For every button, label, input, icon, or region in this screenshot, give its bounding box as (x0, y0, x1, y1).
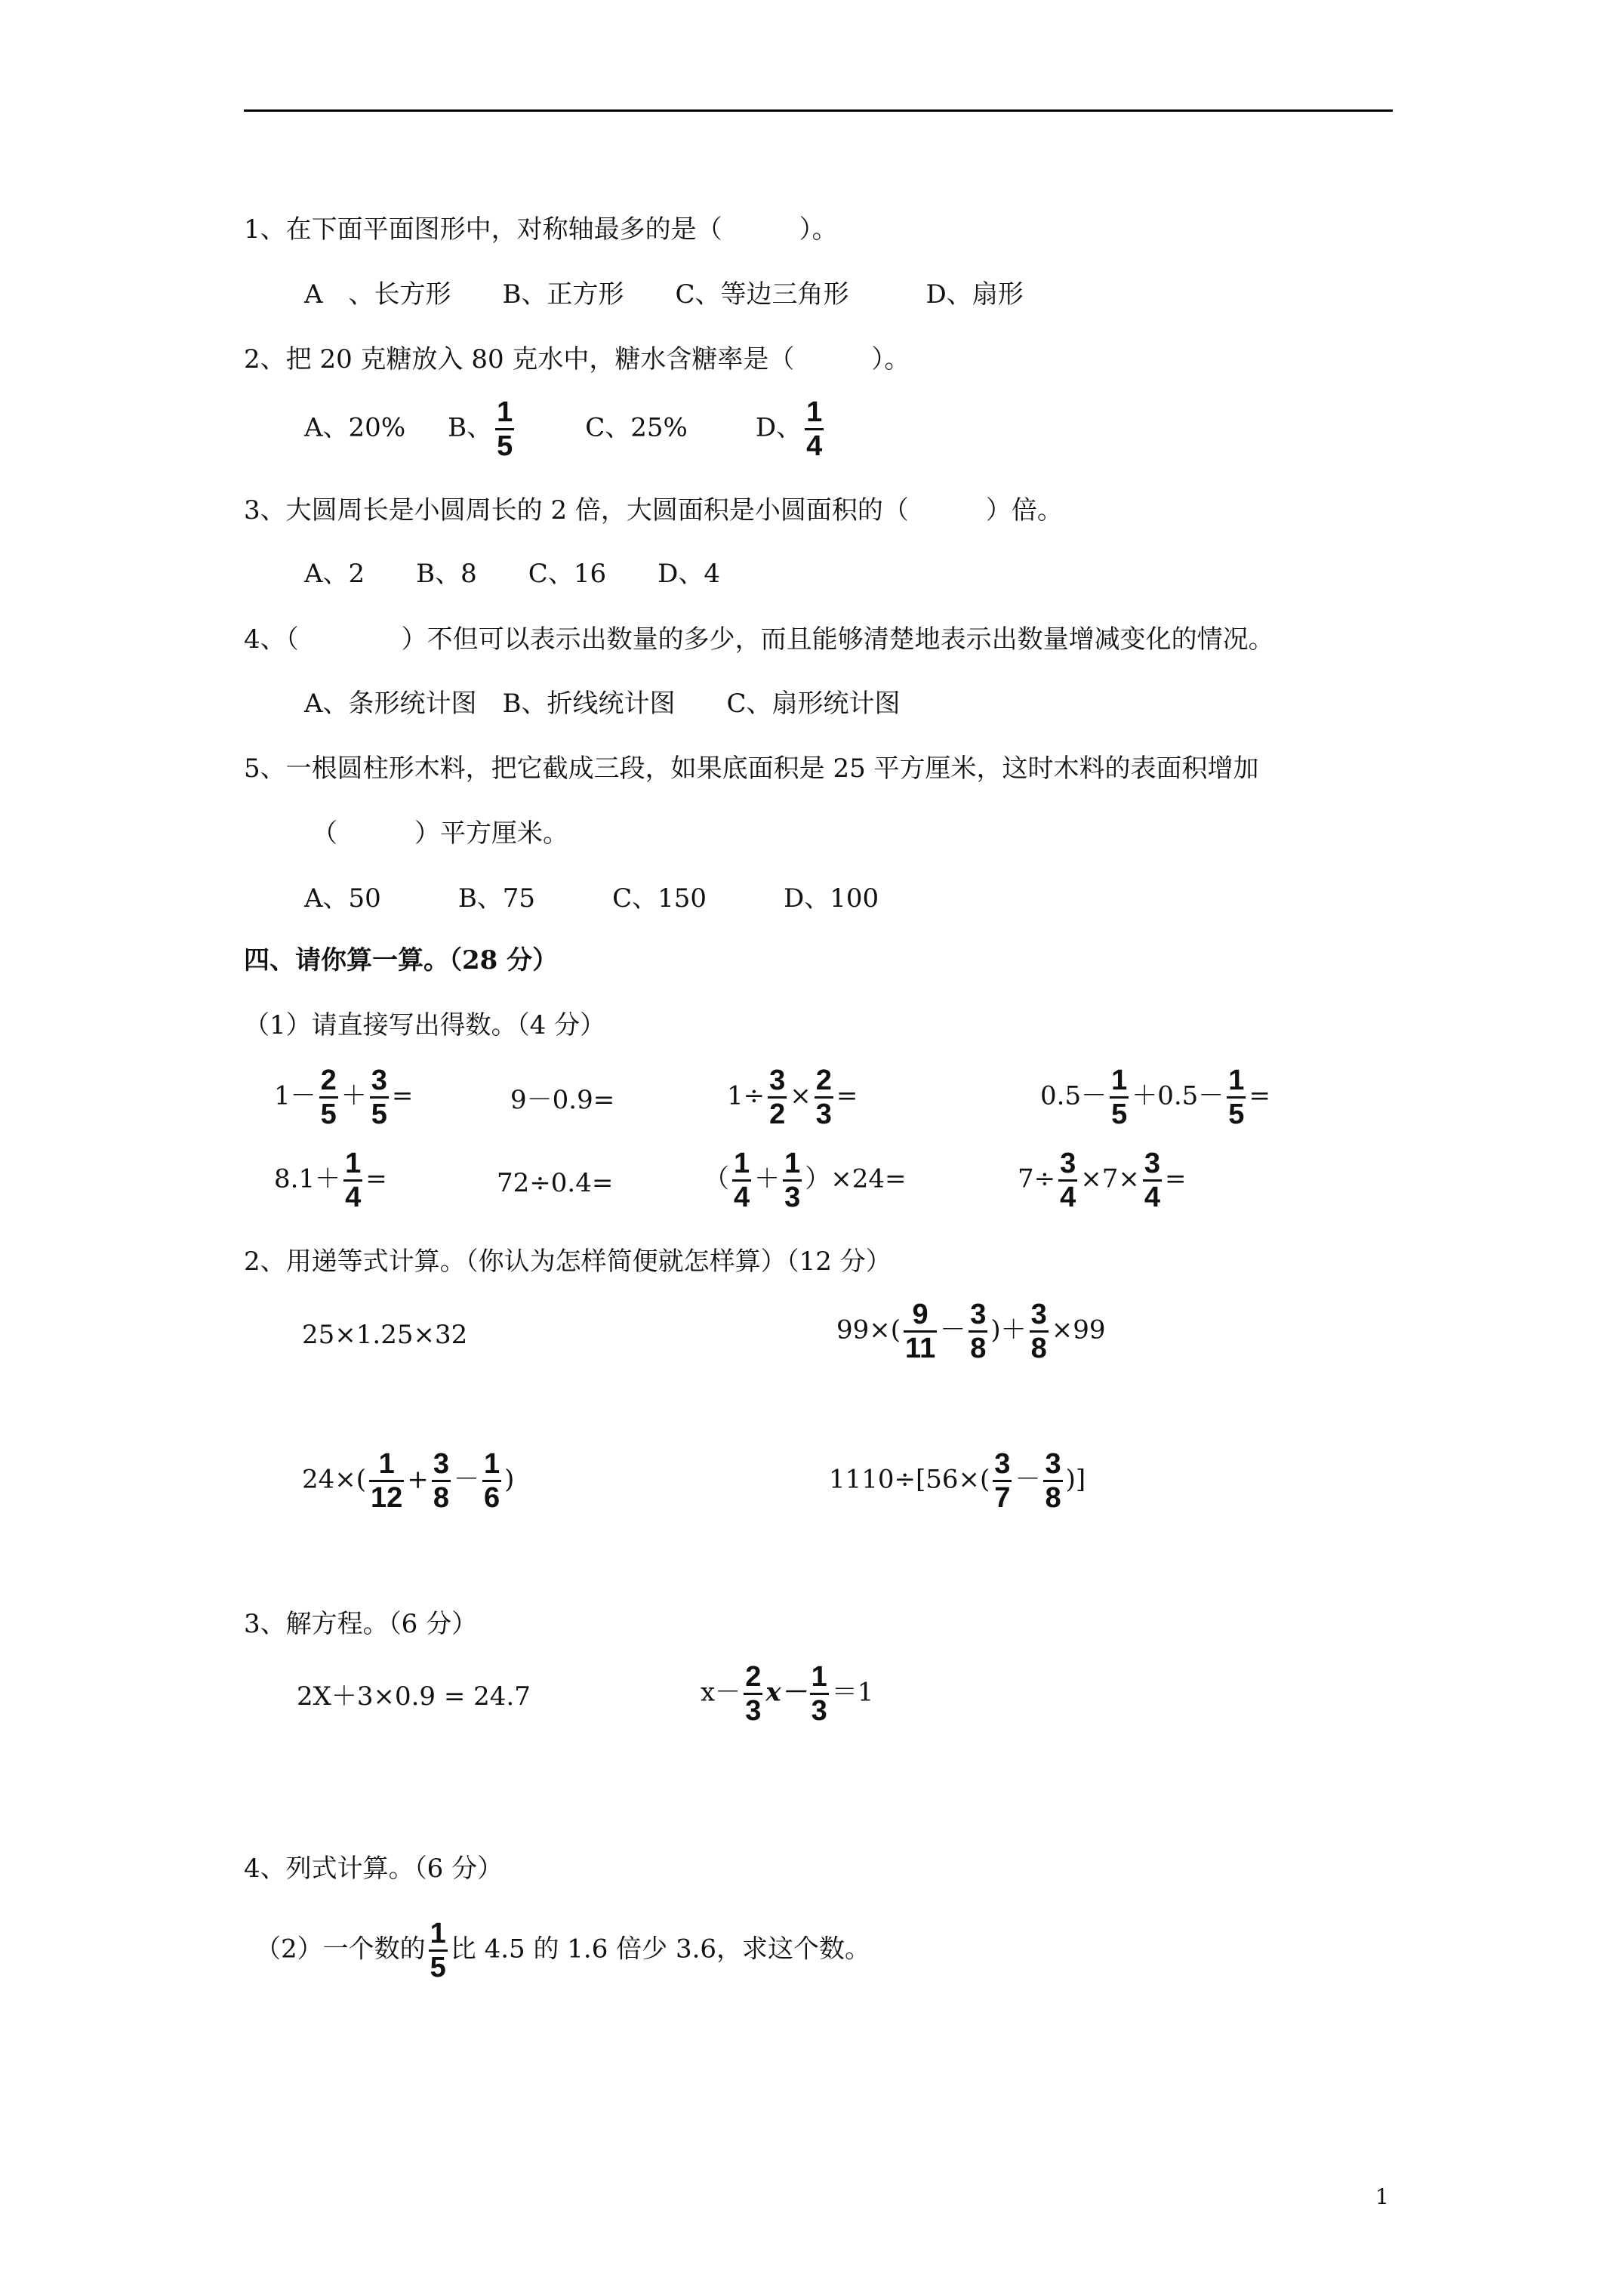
q2-option-b: B、 (448, 412, 493, 443)
fraction: $\frac{3}{4}$ (1144, 1148, 1161, 1213)
q2-stem: 2、把 20 克糖放入 80 克水中，糖水含糖率是（ ）。 (244, 344, 910, 374)
fraction: $\frac{2}{3}$ (815, 1065, 832, 1130)
fraction: $\frac{9}{11}$ (905, 1299, 936, 1364)
section-4-title: 四、请你算一算。（28 分） (244, 945, 559, 975)
word-problem: （2）一个数的 $\frac{1}{5}$ 比 4.5 的 1.6 倍少 3.6，求这个数。 (255, 1918, 871, 1983)
q5-stem: 5、一根圆柱形木料，把它截成三段，如果底面积是 25 平方厘米，这时木料的表面积增加 (244, 754, 1259, 784)
equation-b: x－ $\frac{2}{3}$ x－ $\frac{1}{3}$ ＝1 (701, 1661, 874, 1727)
part-3-title: 3、解方程。（6 分） (244, 1609, 478, 1639)
fraction: $\frac{3}{8}$ (970, 1299, 987, 1364)
q2-options (304, 396, 827, 462)
calc-p2-a: 25×1.25×32 (302, 1320, 468, 1350)
calc-p2-b: 99×( $\frac{9}{11}$ － $\frac{3}{8}$ )＋ $\frac{3}{8}$ ×99 (836, 1299, 1106, 1364)
fraction: $\frac{1}{3}$ (784, 1148, 801, 1213)
fraction: $\frac{3}{8}$ (1030, 1299, 1047, 1364)
header-rule (244, 109, 1393, 112)
calc-p2-c: 24×( $\frac{1}{12}$ + $\frac{3}{8}$ － $\frac{1}{6}$ ) (302, 1448, 515, 1514)
q2-option-d-fraction: $\frac{1}{4}$ (806, 396, 823, 462)
q1-options: A 、长方形 B、正方形 C、等边三角形 D、扇形 (304, 279, 1024, 310)
calc-r2-e4: 7÷ $\frac{3}{4}$ ×7× $\frac{3}{4}$ = (1018, 1148, 1187, 1213)
calc-r1-e1: 1－ $\frac{2}{5}$ ＋ $\frac{3}{5}$ = (274, 1065, 414, 1130)
fraction: $\frac{1}{12}$ (371, 1448, 403, 1514)
fraction: $\frac{3}{7}$ (994, 1448, 1011, 1514)
fraction: $\frac{1}{4}$ (734, 1148, 750, 1213)
fraction: $\frac{3}{8}$ (1045, 1448, 1061, 1514)
q5-options: A、50 B、75 C、150 D、100 (304, 883, 879, 914)
fraction: $\frac{3}{2}$ (769, 1065, 786, 1130)
calc-p2-d: 1110÷[56×( $\frac{3}{7}$ － $\frac{3}{8}$ )] (829, 1448, 1086, 1514)
part-2-title: 2、用递等式计算。（你认为怎样简便就怎样算）（12 分） (244, 1247, 892, 1277)
fraction: $\frac{3}{5}$ (371, 1065, 387, 1130)
fraction: $\frac{2}{5}$ (320, 1065, 337, 1130)
fraction: $\frac{1}{5}$ (1228, 1065, 1245, 1130)
calc-r2-e2: 72÷0.4= (497, 1168, 614, 1198)
q2-option-d: D、 (755, 412, 802, 443)
fraction: $\frac{1}{4}$ (345, 1148, 362, 1213)
q4-options: A、条形统计图 B、折线统计图 C、扇形统计图 (304, 689, 901, 719)
fraction: $\frac{1}{3}$ (811, 1661, 827, 1727)
part-4-title: 4、列式计算。（6 分） (244, 1854, 504, 1884)
q2-option-a: A、20% (304, 412, 406, 443)
fraction: $\frac{3}{4}$ (1060, 1148, 1076, 1213)
q3-stem: 3、大圆周长是小圆周长的 2 倍，大圆面积是小圆面积的（ ）倍。 (244, 495, 1063, 525)
q2-option-c: C、25% (585, 412, 688, 443)
calc-r2-e3: （ $\frac{1}{4}$ ＋ $\frac{1}{3}$ ）×24= (704, 1148, 907, 1213)
q5-stem-continued: （ ）平方厘米。 (312, 818, 568, 849)
fraction: $\frac{1}{6}$ (483, 1448, 500, 1514)
calc-r1-e4: 0.5－ $\frac{1}{5}$ ＋0.5－ $\frac{1}{5}$ = (1040, 1065, 1270, 1130)
equation-a: 2X＋3×0.9 = 24.7 (297, 1681, 531, 1712)
q1-stem: 1、在下面平面图形中，对称轴最多的是（ ）。 (244, 214, 838, 245)
part-1-title: （1）请直接写出得数。（4 分） (244, 1010, 606, 1040)
fraction: $\frac{1}{5}$ (1111, 1065, 1128, 1130)
fraction: $\frac{3}{8}$ (433, 1448, 449, 1514)
fraction: $\frac{1}{5}$ (430, 1918, 446, 1983)
calc-r1-e2: 9－0.9= (510, 1085, 615, 1115)
calc-r2-e1: 8.1＋ $\frac{1}{4}$ = (274, 1148, 387, 1213)
q3-options: A、2 B、8 C、16 D、4 (304, 559, 720, 589)
calc-r1-e3: 1÷ $\frac{3}{2}$ × $\frac{2}{3}$ = (727, 1065, 858, 1130)
q4-stem: 4、（ ）不但可以表示出数量的多少，而且能够清楚地表示出数量增减变化的情况。 (244, 624, 1274, 655)
q2-option-b-fraction: $\frac{1}{5}$ (497, 396, 513, 462)
page-number: 1 (1375, 2184, 1389, 2209)
fraction: $\frac{2}{3}$ (745, 1661, 762, 1727)
